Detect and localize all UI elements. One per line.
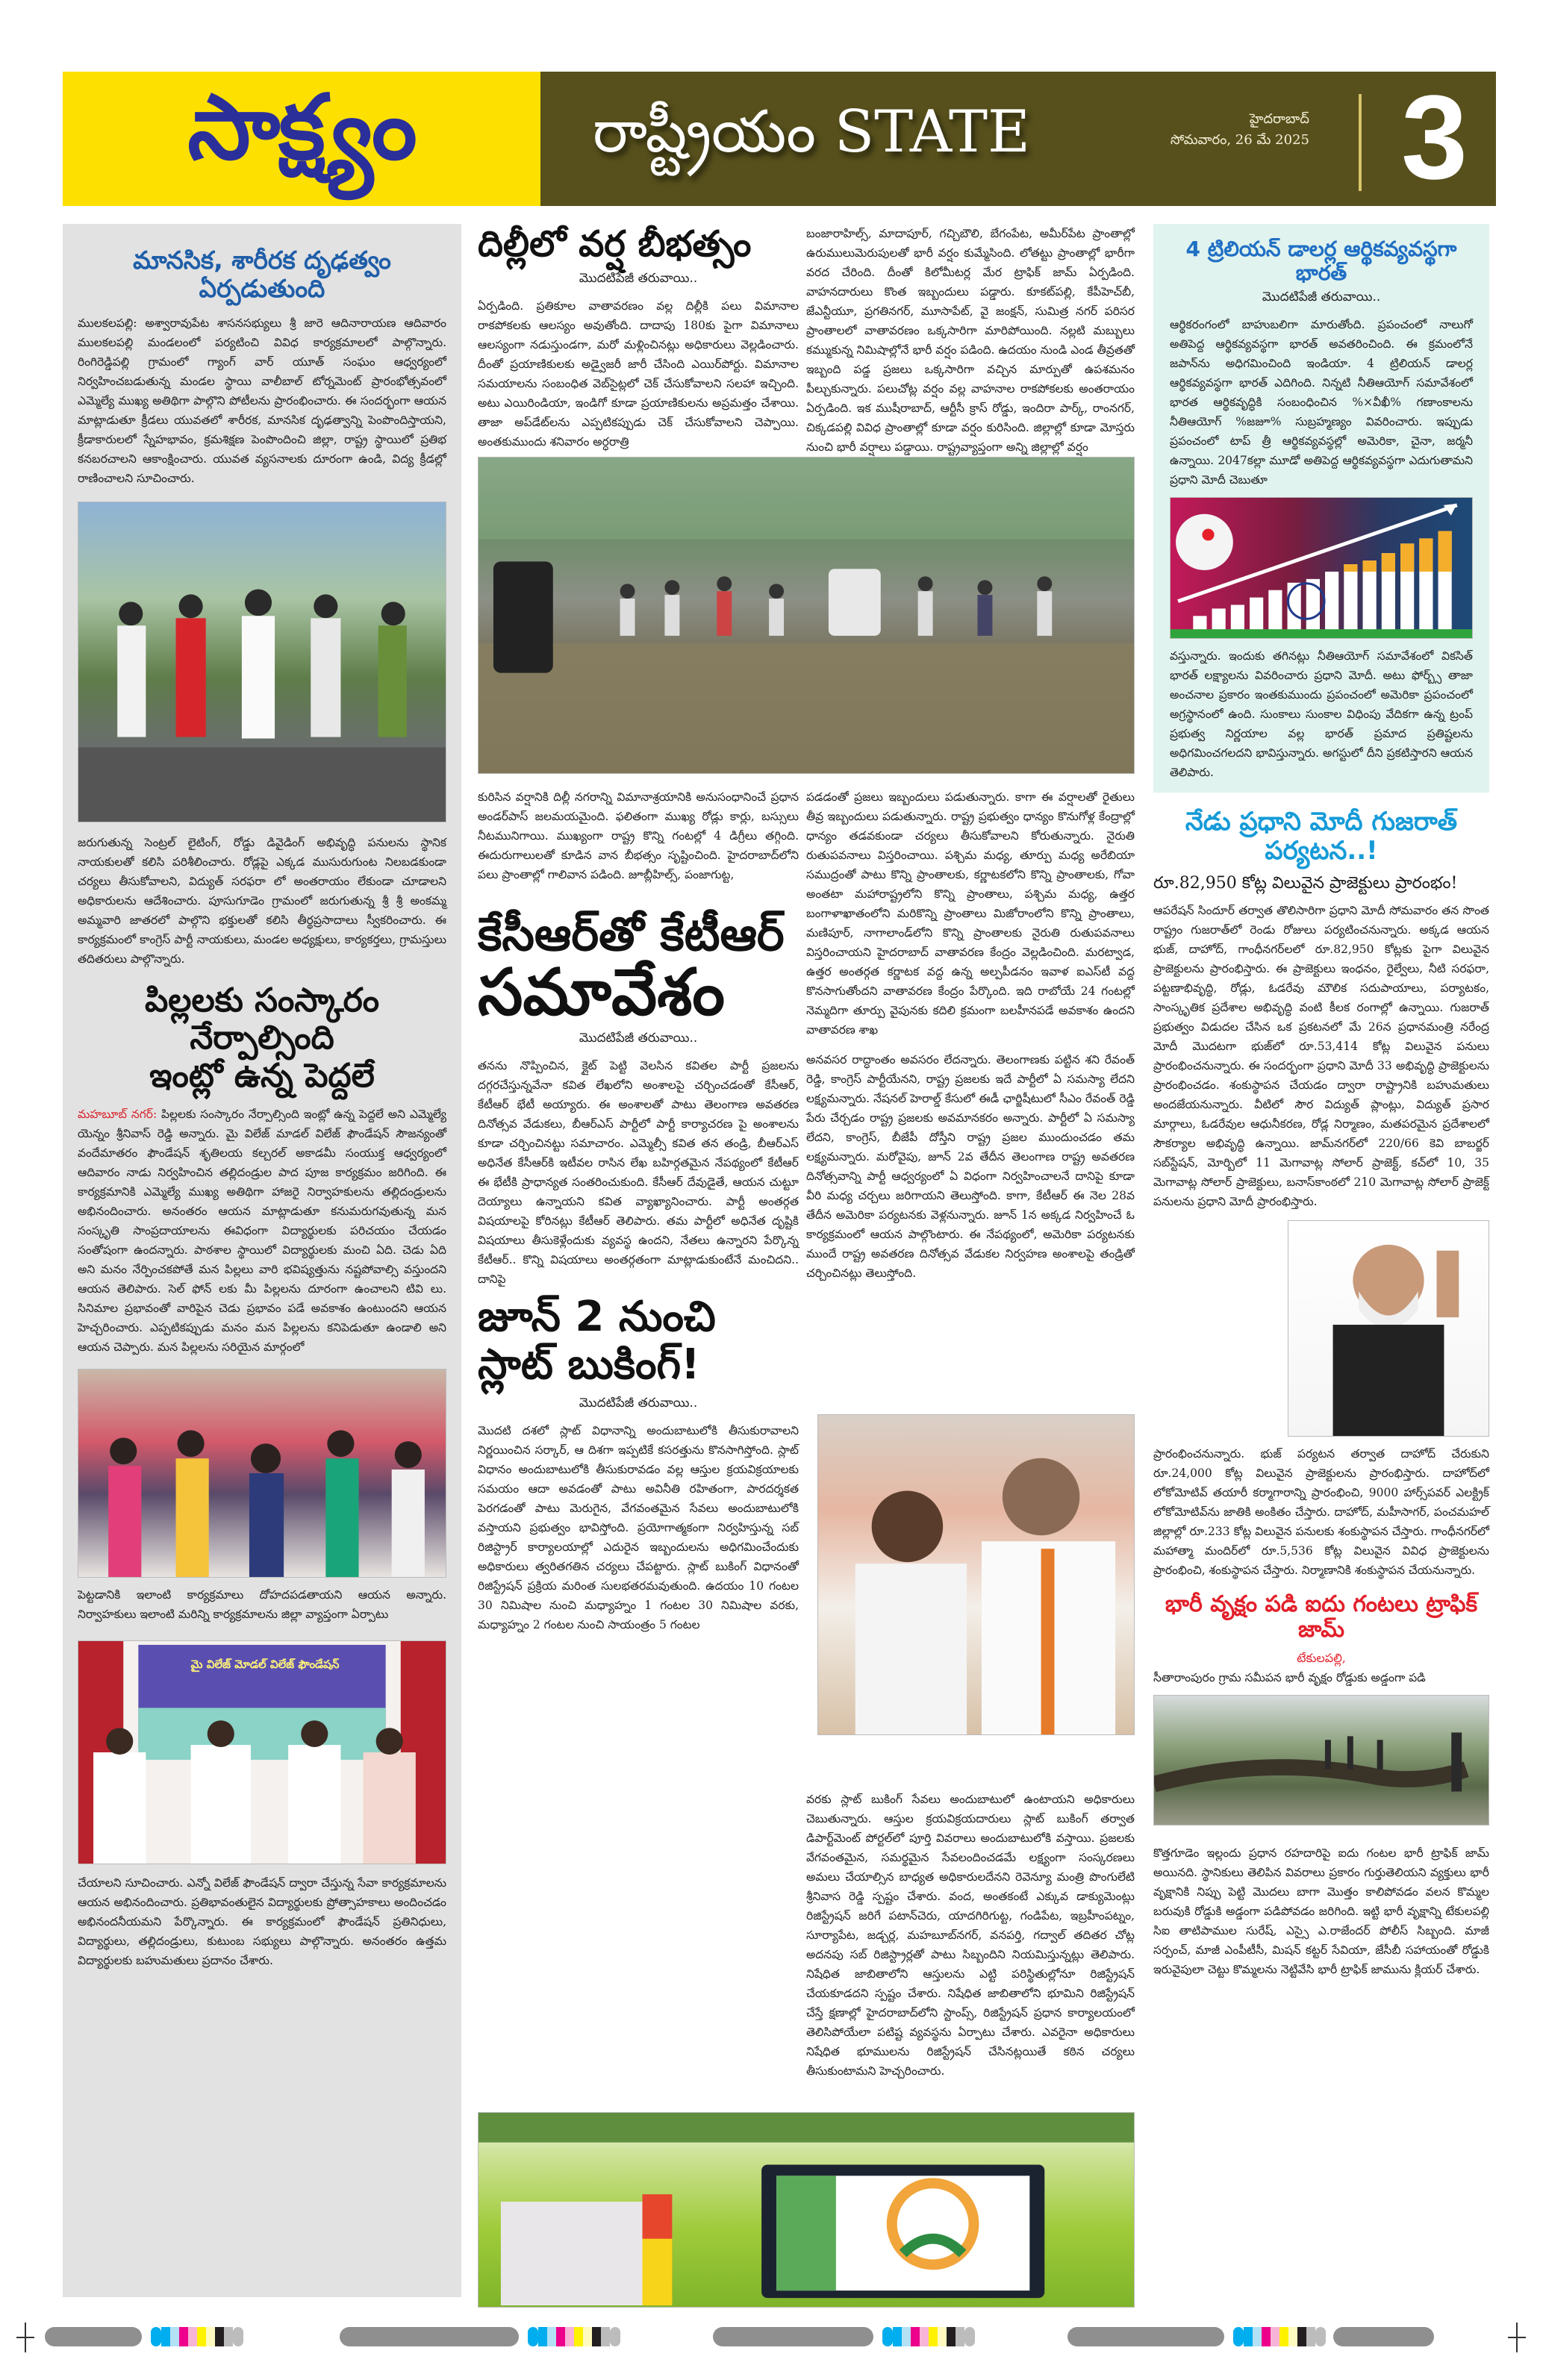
flood-scene-illustration — [479, 457, 1134, 773]
headline: నేడు ప్రధాని మోదీ గుజరాత్ పర్యటన..! — [1185, 807, 1458, 866]
yellow-swatch — [197, 2327, 206, 2346]
headline: 4 ట్రిలియన్ డాలర్ల ఆర్థికవ్యవస్థగా భారత్ — [1185, 237, 1457, 286]
photo-modi — [1288, 1220, 1489, 1437]
slot-article-continued: వరకు స్లాట్ బుకింగ్ సేవలు అందుబాటులో ఉంటాయని అధికారులు చెబుతున్నారు. ఆస్తుల క్రయవిక్రయదారులు స్లాట్ బుకింగ్ తర్వాత డిపార్ట్‌మెంట్ పోర్టల్‌లో పూర్తి వివరాలు అందుబాటులోకి వస్తాయి. ప్రజలకు వేగవంతమైన, సమర్థమైన సేవలందించడమే లక్ష్యంగా సంస్కరణలు అమలు చేయాల్సిన బాధ్యత అధికారులదేనని రెవెన్యూ మంత్రి పొంగులేటి శ్రీనివాస రెడ్డి స్పష్టం చేశారు. వంద, అంతకంటే ఎక్కువ డాక్యుమెంట్లు రిజిస్ట్రేషన్ జరిగే పటాన్‌చెరు, యాదగిరిగుట్ట, గండిపేట, ఇబ్రహీంపట్నం, సూర్యాపేట, జడ్చర్ల, మహబూబ్‌నగర్, వనపర్తి, గద్వాల్ తదితర చోట్ల అదనపు సబ్ రిజిస్ట్రార్లతో పాటు సిబ్బందిని నియమిస్తున్నట్లు తెలిపారు. నిషేధిత జాబితాలోని ఆస్తులను ఎట్టి పరిస్థితుల్లోనూ రిజిస్ట్రేషన్ చేయకూడదని స్పష్టం చేశారు. నిషేధిత జాబితాలోని భూమిని రిజిస్ట్రేషన్ చేస్తే క్షణాల్లో హైదరాబాద్‌లోని స్టాంప్స్, రిజిస్ట్రేషన్ ప్రధాన కార్యాలయంలో తెలిసిపోయేలా పటిష్ట వ్యవస్థను ఏర్పాటు చేశారు. ఎవరైనా అధికారులు నిషేధిత భూములను రిజిస్ట్రేషన్ చేసినట్లయితే కఠిన చర్యలు తీసుకుంటామని హెచ్చరించారు. — [806, 1793, 1135, 2078]
gray-patch — [340, 2327, 519, 2346]
black-swatch — [947, 2327, 956, 2346]
article-body-continued: ప్రారంభించనున్నారు. భుజ్ పర్యటన తర్వాత దాహోద్ చేరుకుని రూ.24,000 కోట్ల విలువైన ప్రాజెక్టులను ప్రారంభిస్తారు. దాహోద్‌లో లోకోమోటివ్ తయారీ కర్మాగారాన్ని ప్రారంభించి, 9000 హార్స్‌పవర్ ఎలక్ట్రిక్ లోకోమోటివ్‌ను జాతికి అంకితం చేస్తారు. దాహోద్, మహీసాగర్, పంచమహల్ జిల్లాల్లో రూ.233 కోట్ల విలువైన పనులకు శంకుస్థాపన చేస్తారు. గాంధీనగర్‌లో మహాత్మా మందిర్‌లో రూ.5,536 కోట్ల విలువైన వివిధ ప్రాజెక్టులను ప్రారంభించి, శంకుస్థాపన చేస్తారు. నిర్మాణానికి శంకుస్థాపన చేయనున్నారు. — [1153, 1446, 1489, 1577]
magenta-swatch — [556, 2327, 565, 2346]
section-title: రాష్ట్రీయం STATE — [593, 98, 1030, 166]
article-body-continued: జరుగుతున్న సెంట్రల్ లైటింగ్, రోడ్డు డివైడింగ్ అభివృద్ధి పనులను స్థానిక నాయకులతో కలిసి పరిశీలించారు. రోడ్లపై ఎక్కడ ముసురుగుంట నిలబడకుండా చర్యలు తీసుకోవాలని, విద్యుత్ సరఫరా లో అంతరాయం లేకుండా చూడాలని అధికారులను ఆదేశించారు. పూసుగూడెం గ్రామంలో జరుగుతున్న శ్రీ శ్రీ అంకమ్మ అమ్మవారి జాతరలో పాల్గొని భక్తులతో కలిసి తీర్థప్రసాదాలు స్వీకరించారు. ఈ కార్యక్రమంలో కాంగ్రెస్ పార్టీ నాయకులు, మండల అధ్యక్షులు, కార్యకర్తలు, గ్రామస్తులు తదితరులు పాల్గొన్నారు. — [78, 835, 446, 966]
yellow-swatch — [1279, 2327, 1288, 2346]
headline: భారీ వృక్షం పడి ఐదు గంటలు ట్రాఫిక్ జామ్ — [1165, 1590, 1478, 1643]
photo-fallen-tree — [1153, 1695, 1489, 1825]
article-body-continued: కురిసిన వర్షానికి దిల్లీ నగరాన్ని విమానాశ్రయానికి అనుసంధానించే ప్రధాన అండర్‌పాస్ జలమయమైంది. ఫలితంగా ముఖ్య రోడ్లు కార్లు, బస్సులు నీటమునిగాయి. ముఖ్యంగా రాష్ట్ర కొన్ని గంటల్లో 4 డిగ్రీలు తగ్గింది. ఈదురుగాలులతో కూడిన వాన బీభత్సం సృష్టించింది. హైదరాబాద్‌లోని పలు ప్రాంతాల్లో గాలివాన పడింది. జూబ్లీహిల్స్, పంజాగుట్ట, — [478, 790, 799, 881]
article-text: పిల్లలకు సంస్కారం నేర్పాల్సింది ఇంట్లో ఉన్న పెద్దలే అని ఎమ్మెల్యే యెన్నం శ్రీనివాస్ రెడ్డి అన్నారు. మై విలేజ్ మాడల్ విలేజ్ ఫౌండేషన్ సౌజన్యంతో వందేమాతరం ఫౌండేషన్ శృతిలయ కల్చరల్ అకాడమీ సంయుక్త ఆధ్వర్యంలో ఆదివారం నాడు నిర్వహించిన తల్లిదండ్రుల పాద పూజ కార్యక్రమం జరిగింది. ఈ కార్యక్రమానికి ఎమ్మెల్యే ముఖ్య అతిథిగా హాజరై నిర్వాహకులను తల్లిదండ్రులను అభినందించారు. అనంతరం ఆయన మాట్లాడుతూ కనుమరుగవుతున్న మన సంస్కృతి సాంప్రదాయాలను ఈవిధంగా విద్యార్థులకు పరిచయం చేయడం సంతోషంగా ఉందన్నారు. పాఠశాల స్థాయిలో విద్యార్థులకు మంచి ఏది. చెడు ఏది అని మనం నేర్పించకపోతే మన పిల్లలు వారి భవిష్యత్తును నష్టపోవాల్సి వస్తుందని ఆయన తెలిపారు. సెల్ ఫోన్ లకు మీ పిల్లలను దూరంగా ఉంచాలని టివి లు. సినిమాల ప్రభావంతో వారిపైన చెడు ప్రభావం పడే అవకాశం ఉంటుందని ఆయన హెచ్చరించారు. ఎప్పటికప్పుడు మనం మన పిల్లలను కనిపెడుతూ ఉండాలి అని ఆయన చెప్పారు. మన పిల్లలను సరియైన మార్గంలో — [78, 1107, 446, 1354]
gray-dot — [964, 2327, 975, 2346]
photo-walk-event — [78, 502, 446, 822]
magenta-swatch — [911, 2327, 920, 2346]
divider — [1359, 94, 1362, 191]
registration-mark-left — [16, 2323, 34, 2352]
cyan-dot — [882, 2327, 893, 2346]
photo-stage-illustration — [78, 1641, 446, 1864]
headline-line-2: స్లాట్ బుకింగ్! — [478, 1340, 700, 1390]
cyan-dot — [151, 2327, 161, 2346]
article-values — [78, 982, 446, 1970]
light-magenta-swatch — [565, 2327, 574, 2346]
article-body: ఆపరేషన్ సిందూర్ తర్వాత తొలిసారిగా ప్రధాని మోదీ సోమవారం తన సొంత రాష్ట్రం గుజరాత్‌లో రెండు రోజులు పర్యటించనున్నారు. అక్కడ ఆయన భుజ్, దాహోద్, గాంధీనగర్‌లలో రూ.82,950 కోట్లకు పైగా విలువైన ప్రాజెక్టులను ప్రారంభిస్తారు. ఈ ప్రాజెక్టులు ఇంధనం, రైల్వేలు, నీటి సరఫరా, పట్టణాభివృద్ధి, రోడ్లు, ఓడరేవు మౌలిక సదుపాయాలు, పర్యాటకం, సాంస్కృతిక ప్రదేశాల అభివృద్ధి వంటి కీలక రంగాల్లో ఉన్నాయి. గుజరాత్ ప్రభుత్వం విడుదల చేసిన ఒక ప్రకటనలో మే 26న ప్రధానమంత్రి నరేంద్ర మోదీ మొదటగా భుజ్‌లో రూ.53,414 కోట్ల విలువైన పనులు ప్రారంభించనున్నారు. ఈ సందర్భంగా ప్రధాని మోదీ 33 అభివృద్ధి ప్రాజెక్టులను ప్రారంభించడం. శంకుస్థాపన చేయడం ద్వారా రాష్ట్రానికి బహుమతులు అందజేయనున్నారు. వీటిలో సౌర విద్యుత్ ప్లాంట్లు, విద్యుత్ ప్రసార మార్గాలు, ఓడరేవుల ఆధునీకరణ, రోడ్ల నిర్మాణం, మతపరమైన ప్రదేశాలలో సౌకర్యాల అభివృద్ధి ఉన్నాయి. జామ్‌నగర్‌లో 220/66 కెవి బాబర్జర్ సబ్‌స్టేషన్, మోర్బిలో 11 మెగావాట్ల సోలార్ ప్రాజెక్ట్, కచ్‌లో 10, 35 మెగావాట్ల సోలార్ ప్రాజెక్టులు, బనాస్‌కాంఠలో 210 మెగావాట్ల సోలార్ ప్రాజెక్ట్ పనులను ప్రధాని మోదీ ప్రారంభిస్తారు. — [1153, 903, 1489, 1208]
masthead — [63, 72, 1496, 206]
dateline: మహబూబ్ నగర్: — [78, 1107, 158, 1121]
headline-line-1: జూన్ 2 నుంచి — [478, 1293, 716, 1341]
article-body: ఆర్థికరంగంలో బాహుబలిగా మారుతోంది. ప్రపంచంలో నాలుగో అతిపెద్ద ఆర్థికవ్యవస్థగా భారత్ అవతరించింది. ఈ క్రమంలోనే జపాన్‌ను అధిగమించింది ఇండియా. 4 ట్రిలియన్ డాలర్ల ఆర్థికవ్యవస్థగా భారత్ ఎదిగింది. నిన్నటి నీతిఆయోగ్ సమావేశంలో భారత ఆర్థికవృద్ధికి సంబంధించిన %×వీఖీ% గణాంకాలను నీతిఆయోగ్ %జజూ% సుబ్రహ్మణ్యం వివరించారు. ఇప్పుడు ప్రపంచంలో టాప్ త్రీ ఆర్థికవ్యవస్థల్లో అమెరికా, చైనా, జర్మనీ ఉన్నాయి. 2047కల్లా మూడో అతిపెద్ద ఆర్థికవ్యవస్థగా ఎదుగుతామని ప్రధాని మోదీ చెబుతూ — [1170, 318, 1473, 487]
banner-text: మై విలేజ్ మోడల్ విలేజ్ ఫౌండేషన్ — [190, 1657, 340, 1671]
article-slot-booking — [478, 1293, 799, 1634]
rain-article-continued: బంజారాహిల్స్, మాదాపూర్, గచ్చిబౌలి, బేగంపేట, అమీర్‌పేట ప్రాంతాల్లో ఉరుములుమెరుపులతో భారీ వర్షం కుమ్మేసింది. లోతట్టు ప్రాంతాల్లో భారీగా వరద చేరింది. దీంతో కిలోమీటర్ల మేర ట్రాఫిక్ జామ్ ఏర్పడింది. వాహనదారులు కొంత ఇబ్బందులు పడ్డారు. కూకట్‌పల్లి, కేపీహెచ్‌బీ, జేఎన్టీయూ, ప్రగతినగర్, మూసాపేట్, వై జంక్షన్, సుమిత్ర నగర్ పరిసర ప్రాంతాలలో వాతావరణం ఒక్కసారిగా మారిపోయింది. నల్లటి మబ్బులు కమ్ముకున్న నిమిషాల్లోనే భారీ వర్షం పడింది. ఉదయం నుండి ఎండ తీవ్రతతో ఇబ్బంది పడ్డ ప్రజలు ఒక్కసారిగా వచ్చిన మార్పుతో ఉపశమనం పీల్చుకున్నారు. పలుచోట్ల వర్షం వల్ల వాహనాల రాకపోకలకు అంతరాయం ఏర్పడింది. ఇక ముషీరాబాద్, ఆర్టీసీ క్రాస్ రోడ్డు, ఇందిరా పార్క్, రాంనగర్, చిక్కడపల్లి వివిధ ప్రాంతాల్లో కూడా వర్షం కురిసింది. జిల్లాల్లో కూడా మోస్తరు నుంచి భారీ వర్షాలు పడ్డాయి. రాష్ట్రవ్యాప్తంగా అన్ని జిల్లాల్లో వర్షం — [806, 227, 1135, 454]
continued-label: మొదటిపేజీ తరువాయి.. — [579, 1031, 698, 1046]
gray-swatch — [956, 2327, 964, 2346]
cyan-swatch — [538, 2327, 547, 2346]
light-yellow-swatch — [938, 2327, 947, 2346]
black-swatch — [1297, 2327, 1306, 2346]
continued-label: మొదటిపేజీ తరువాయి.. — [1262, 290, 1381, 305]
gray-swatch — [1306, 2327, 1315, 2346]
subheadline: రూ.82,950 కోట్ల విలువైన ప్రాజెక్టులు ప్రారంభం! — [1153, 873, 1458, 893]
article-economy — [1153, 224, 1489, 793]
article-body: ఏర్పడింది. ప్రతికూల వాతావరణం వల్ల దిల్లీకి పలు విమానాల రాకపోకలకు ఆలస్యం అవుతోంది. దాదాపు 180కు పైగా విమానాలు ఆలస్యంగా నడుస్తుండగా, మరో మళ్లించినట్లు అధికారులు వెల్లడించారు. దీంతో ప్రయాణికులకు అడ్వైజరీ జారీ చేసింది ఎయిర్‌పోర్టు. విమానాల సమయాలను సంబంధిత వెబ్‌సైట్లలో చెక్ చేసుకోవాలని సలహా ఇచ్చింది. అటు ఎయిరిండియా, ఇండిగో కూడా ప్రయాణికులను అప్రమత్తం చేశాయి. తాజా అప్‌డేట్‌లను ఎప్పటికప్పుడు చెక్ చేసుకోవాలని చెప్పాయి. అంతకుముందు శనివారం అర్ధరాత్రి — [478, 299, 799, 449]
headline: మానసిక, శారీరక దృఢత్వం ఏర్పడుతుంది — [133, 246, 391, 303]
modi-portrait-illustration — [1288, 1221, 1489, 1436]
photo-economy-graphic — [1170, 497, 1473, 639]
light-cyan-swatch — [547, 2327, 556, 2346]
gray-dot — [1315, 2327, 1326, 2346]
headline — [478, 896, 799, 1030]
headline-line-2: ఇంట్లో ఉన్న పెద్దలే — [149, 1057, 375, 1096]
gray-swatch — [224, 2327, 233, 2346]
cyan-swatch — [161, 2327, 170, 2346]
light-yellow-swatch — [1288, 2327, 1297, 2346]
article-body-continued: పెట్టడానికి ఇలాంటి కార్యక్రమాలు దోహదపడతాయని ఆయన అన్నారు. నిర్వాహకులు ఇలాంటి మరిన్ని కార్యక్రమాలను జిల్లా వ్యాప్తంగా ఏర్పాటు — [78, 1587, 446, 1621]
photo-crowd-illustration — [78, 1369, 446, 1577]
light-cyan-swatch — [1253, 2327, 1262, 2346]
article-delhi-rain — [478, 224, 799, 452]
yellow-swatch — [929, 2327, 938, 2346]
page-number: 3 — [1401, 70, 1468, 204]
photo-foundation-event — [78, 1640, 446, 1864]
light-cyan-swatch — [902, 2327, 911, 2346]
article-body — [78, 1105, 446, 1357]
gray-swatch — [601, 2327, 610, 2346]
light-yellow-swatch — [583, 2327, 592, 2346]
article-body-final: చేయాలని సూచించారు. ఎన్నో విలేజ్ ఫౌండేషన్ ద్వారా చేస్తున్న సేవా కార్యక్రమాలను ఆయన అభినందించారు. ప్రతిభావంతులైన విద్యార్థులకు ప్రోత్సాహకాలు అందించడం అభినందనీయమని పేర్కొన్నారు. ఈ కార్యక్రమంలో ఫౌండేషన్ ప్రతినిధులు, విద్యార్థులు, తల్లిదండ్రులు, కుటుంబ సభ్యులు పాల్గొన్నారు. అనంతరం ఉత్తమ విద్యార్థులకు బహుమతులు ప్రదానం చేశారు. — [78, 1875, 446, 1967]
gray-patch — [45, 2327, 142, 2346]
headline-line-1: కేసీఆర్‌తో కేటీఆర్ — [478, 907, 785, 961]
newspaper-logo — [63, 72, 540, 206]
edition-meta — [1171, 109, 1309, 151]
headline-line-1: పిల్లలకు సంస్కారం నేర్పాల్సింది — [144, 981, 380, 1058]
column-4 — [1153, 224, 1489, 1979]
cyan-dot — [1233, 2327, 1244, 2346]
cyan-swatch — [893, 2327, 902, 2346]
column-3-lower — [806, 1790, 1135, 2081]
registration-mark-right — [1508, 2323, 1526, 2352]
article-body: తనను నొప్పించిన, క్లైట్ పెట్టి వెలసిన కవితల పార్టీ ప్రజలను దగ్గరచేస్తున్నవేనా కవిత లేఖలోని అంశాలపై చర్చించడంతో కేసీఆర్, కేటీఆర్ భేటీ అయ్యారు. ఈ అంశాలతో పాటు తెలంగాణ అవతరణ దినోత్సవ వేడుకలు, బీఆర్ఎస్ పార్టీలో పార్టీ కార్యాచరణ పై అంశాలను కూడా చర్చించినట్టు సమాచారం. ఎమ్మెల్సీ కవిత తన తండ్రి, బీఆర్ఎస్ అధినేత కేసీఆర్‌కి ఇటీవల రాసిన లేఖ బహిర్గతమైన నేపథ్యంలో కేటీఆర్ ఈ భేటీకి ప్రాధాన్యత సంతరించుకుంది. కేసీఆర్ దేవుడైతే, ఆయన చుట్టూ దెయ్యాలు ఉన్నాయని కవిత వ్యాఖ్యానించారు. పార్టీ అంతర్గత విషయాలపై కోరినట్లు కేటీఆర్ తెలిపారు. తమ పార్టీలో అధినేత దృష్టికి విషయాలు తీసుకెళ్లేందుకు వ్యవస్థ ఉందని, నేతలు ఉన్నారని పేర్కొన్న కేటీఆర్.. కొన్ని విషయాలు అంతర్గతంగా మాట్లాడుకుంటేనే మంచిదని.. దానిపై — [478, 1059, 799, 1286]
color-strip-2 — [340, 2327, 620, 2346]
gray-dot — [233, 2327, 243, 2346]
edition-date: సోమవారం, 26 మే 2025 — [1170, 132, 1309, 148]
gray-patch — [1067, 2327, 1224, 2346]
color-strip-3 — [713, 2327, 975, 2346]
gray-patch — [1333, 2327, 1434, 2346]
column-3-mid — [806, 787, 1135, 1283]
fallen-tree-illustration — [1154, 1696, 1489, 1825]
growth-bars-graphic — [1171, 498, 1472, 638]
color-strip-4 — [1067, 2327, 1434, 2346]
photo-slot-booking-computer — [478, 2112, 1135, 2308]
headline — [478, 1293, 799, 1390]
black-swatch — [215, 2327, 224, 2346]
photo-pada-puja — [78, 1369, 446, 1578]
gray-patch — [713, 2327, 873, 2346]
article-body: కొత్తగూడెం ఇల్లందు ప్రధాన రహదారిపై ఐదు గంటల భారీ ట్రాఫిక్ జామ్ అయినది. స్థానికులు తెలిపిన వివరాలు ప్రకారం గుర్తుతెలియని వ్యక్తులు భారీ వృక్షానికి నిప్పు పెట్టి మొదలు బాగా మొత్తం కాలిపోవడం వలన కొమ్మల బరువుకి రోడ్డుకి అడ్డంగా పడిపోవడం జరిగింది. ఇట్టి భారీ వృక్షాన్ని టేకులపల్లి సిఐ తాటిపాముల సురేష్, ఎస్సై ఎ.రాజేందర్ పోలీస్ సిబ్బంది. మాజీ సర్పంచ్, మాజీ ఎంపీటీసీ, మిషన్ కట్టర్ సేవియా, జేసీబీ సహాయంతో రోడ్డుకి ఇరువైపులా చెట్టు కొమ్మలను నెట్టివేసి భారీ ట్రాఫిక్ జామును క్లియర్ చేశారు. — [1153, 1846, 1489, 1976]
ktr-article-continued: అనవసర రాద్ధాంతం అవసరం లేదన్నారు. తెలంగాణకు పట్టిన శని రేవంత్ రెడ్డి, కాంగ్రెస్ పార్టీయేనని, రాష్ట్ర ప్రజలకు ఇదే పార్టీలో ఏ సమస్యా లేదని లక్ష్యమన్నారు. నేషనల్ హెరాల్డ్ కేసులో ఈడీ ఛార్జిషీటులో సీఎం రేవంత్ రెడ్డి పేరు చేర్చడం రాష్ట్ర ప్రజలకు అవమానకరం అన్నారు. పార్టీలో ఏ సమస్యా లేదని, కాంగ్రెస్, బీజేపీ దోస్తీని రాష్ట్ర ప్రజల ముందుంచడం తమ లక్ష్యమన్నారు. మరోవైపు, జూన్ 2వ తేదీన తెలంగాణ రాష్ట్ర అవతరణ దినోత్సవాన్ని పార్టీ ఆధ్వర్యంలో ఏ విధంగా నిర్వహించాలనే దానిపై కూడా వీరి మధ్య చర్చలు జరిగాయని తెలుస్తోంది. కాగా, కేటీఆర్ ఈ నెల 28వ తేదీన అమెరికా పర్యటనకు వెళ్లనున్నారు. జూన్ 1న అక్కడ నిర్వహించే ఓ కార్యక్రమంలో ఆయన పాల్గొంటారు. ఈ నేపథ్యంలో, అమెరికా పర్యటనకు ముందే రాష్ట్ర అవతరణ దినోత్సవ వేడుకల నిర్వహణ అంశాలపై తండ్రితో చర్చించినట్లు తెలుస్తోంది. — [806, 1053, 1135, 1280]
photo-kcr-ktr-meeting — [817, 1414, 1135, 1735]
meeting-illustration — [818, 1415, 1134, 1734]
color-strip-1 — [45, 2327, 243, 2346]
headline-line-2: సమావేశం — [478, 955, 726, 1030]
rain-article-continued-2: పడడంతో ప్రజలు ఇబ్బందులు పడుతున్నారు. కాగా ఈ వర్షాలతో రైతులు తీవ్ర ఇబ్బందులు పడుతున్నారు. రాష్ట్ర ప్రభుత్వం ధాన్యం కొనుగోళ్ల కేంద్రాల్లో ధాన్యం తడవకుండా చర్యలు తీసుకోవాలని కోరుతున్నారు. నైరుతి రుతుపవనాలు విస్తరించాయి. పశ్చిమ మధ్య, తూర్పు మధ్య అరేబియా సముద్రంతో పాటు కొన్ని ప్రాంతాలకు, కర్ణాటకలోని కొన్ని ప్రాంతాలకు, గోవా అంతటా మహారాష్ట్రలోని కొన్ని ప్రాంతాలు, పశ్చిమ మధ్య, ఉత్తర బంగాళాఖాతంలోని మరికొన్ని ప్రాంతాలు మిజోరాంలోని కొన్ని ప్రాంతాలు, మణిపూర్, నాగాలాండ్‌లోని కొన్ని ప్రాంతాలకు నైరుతి రుతుపవనాలు విస్తరించాయని హైదరాబాద్ వాతావరణ కేంద్రం వెల్లడించింది. మరట్వాడ, ఉత్తర అంతర్గత కర్ణాటక వద్ద ఉన్న అల్పపీడనం ఇవాళ ఐఎస్‌టీ వద్ద కొనసాగుతోందని వాతావరణ కేంద్రం పేర్కొంది. ఇది రాబోయే 24 గంటల్లో నెమ్మదిగా తూర్పు వైపునకు కదిలి క్రమంగా బలహీనపడే అవకాశం ఉందని వాతావరణ శాఖ — [806, 790, 1135, 1037]
article-modi-gujarat — [1153, 808, 1489, 1579]
dateline: టేకులపల్లి, — [1297, 1650, 1346, 1665]
gray-dot — [610, 2327, 620, 2346]
section-band — [540, 72, 1496, 206]
cyan-swatch — [1244, 2327, 1253, 2346]
photo-people-illustration — [78, 502, 446, 822]
magenta-swatch — [1262, 2327, 1271, 2346]
continued-label: మొదటిపేజీ తరువాయి.. — [579, 1395, 698, 1411]
light-magenta-swatch — [920, 2327, 929, 2346]
article-body-continued: వస్తున్నారు. ఇందుకు తగినట్లు నీతిఆయోగ్ సమావేశంలో వికసిత్ భారత్ లక్ష్యాలను వివరించారు ప్రధాని మోదీ. అటు ఫోర్బ్స్ తాజా అంచనాల ప్రకారం ఇంతకుముందు ప్రపంచంలో అమెరికా ప్రపంచంలో అగ్రస్థానంలో ఉంది. సుంకాలు సుంకాల విధింపు వేదికగా ఉన్న ట్రంప్ ప్రభుత్వ నిర్ణయాల వల్ల భారత్ ప్రమాద ప్రతిష్టలను అధిగమించగలదని భావిస్తున్నారు. అగస్టులో దీని ప్రకటిస్తారని ఆయన తెలిపారు. — [1170, 649, 1473, 780]
computer-illustration — [479, 2113, 1134, 2307]
magenta-swatch — [179, 2327, 188, 2346]
article-volleyball — [78, 246, 446, 969]
black-swatch — [592, 2327, 601, 2346]
column-1 — [63, 224, 461, 2297]
headline: దిల్లీలో వర్ష బీభత్సం — [478, 223, 752, 265]
yellow-swatch — [574, 2327, 583, 2346]
logo-text: సాక్ష్యం — [187, 76, 416, 180]
column-3 — [806, 224, 1135, 457]
photo-flooded-street — [478, 457, 1135, 774]
article-kcr-ktr — [478, 896, 799, 1289]
article-body: మొదటి దశలో స్లాట్ విధానాన్ని అందుబాటులోకి తీసుకురావాలని నిర్ణయించిన సర్కార్, ఆ దిశగా ఇప్పటికే కసరత్తును కొనసాగిస్తోంది. స్లాట్ విధానం అందుబాటులోకి తీసుకురావడం వల్ల ఆస్తుల క్రయవిక్రయాలకు సమయం ఆదా అవడంతో పాటు అవినీతి రహితంగా, పారదర్శకత పెరగడంతో పాటు మెరుగైన, వేగవంతమైన సేవలు అందుబాటులోకి వస్తాయని ప్రభుత్వం భావిస్తోంది. ప్రయోగాత్మకంగా నిర్వహిస్తున్న సబ్ రిజిస్ట్రార్ కార్యాలయాల్లో ఎదురైన ఇబ్బందులను అధిగమించేందుకు అధికారులు త్వరితగతిన చర్యలు చేపట్టారు. స్లాట్ బుకింగ్ విధానంతో రిజిస్ట్రేషన్ ప్రక్రియ మరింత సులభతరమవుతుంది. ఉదయం 10 గంటల 30 నిమిషాల నుంచి మధ్యాహ్నం 1 గంటల 30 నిమిషాల వరకు, మధ్యాహ్నం 2 గంటల నుంచి సాయంత్రం 5 గంటల — [478, 1423, 799, 1631]
light-cyan-swatch — [170, 2327, 179, 2346]
light-yellow-swatch — [206, 2327, 215, 2346]
light-magenta-swatch — [188, 2327, 197, 2346]
article-body: ములకలపల్లి: అశ్వారావుపేట శాసనసభ్యులు శ్రీ జారె ఆదినారాయణ ఆదివారం ములకలపల్లి మండలంలో పర్యటించి వివిధ కార్యక్రమాలలో పాల్గొన్నారు. రింగిరెడ్డిపల్లి గ్రామంలో గ్యాంగ్ వార్ యూత్ సంఘం ఆధ్వర్యంలో నిర్వహించబడుతున్న మండల స్థాయి వాలీబాల్ టోర్నమెంట్ ప్రారంభోత్సవంలో ఎమ్మెల్యే ముఖ్య అతిథిగా పాల్గొని పోటీలను ప్రారంభించారు. ఈ సందర్భంగా ఆయన మాట్లాడుతూ క్రీడలు యువతలో శారీరక, మానసిక దృఢత్వాన్ని పెంపొందిస్తాయని, క్రీడాకారులలో స్నేహభావం, క్రమశిక్షణ పెంపొందించి జిల్లా, రాష్ట్ర స్థాయిలో ప్రతిభ కనబరచాలని ఆకాంక్షించారు. యువత వ్యసనాలకు దూరంగా ఉండి, విద్య క్రీడల్లో రాణించాలని సూచించారు. — [78, 316, 447, 485]
article-tree-fall — [1153, 1592, 1489, 1979]
continued-label: మొదటిపేజీ తరువాయి.. — [579, 271, 698, 287]
edition-city: హైదరాబాద్ — [1249, 111, 1309, 127]
cyan-dot — [528, 2327, 538, 2346]
article-intro: సీతారాంపురం గ్రామ సమీపన భారీ వృక్షం రోడ్డుకు అడ్డంగా పడి — [1153, 1670, 1426, 1684]
headline — [78, 982, 446, 1096]
column-2 — [478, 224, 799, 452]
light-magenta-swatch — [1271, 2327, 1279, 2346]
column-2-lower — [478, 787, 799, 1634]
